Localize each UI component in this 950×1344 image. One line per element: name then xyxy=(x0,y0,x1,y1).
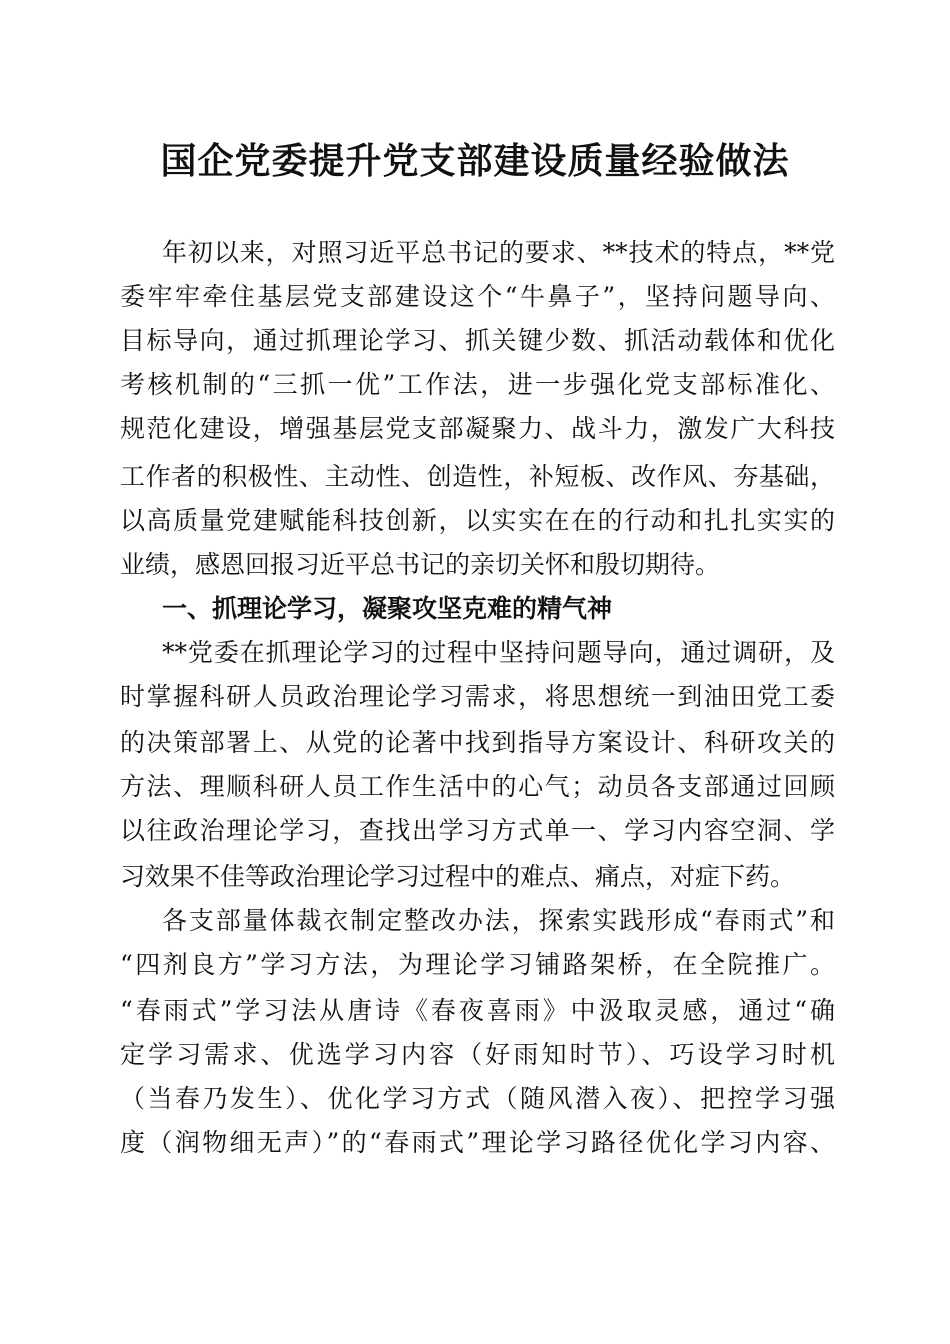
body-line: 各支部量体裁衣制定整改办法，探索实践形成“春雨式”和 xyxy=(162,906,835,935)
intro-line: 以高质量党建赋能科技创新，以实实在在的行动和扎扎实实的 xyxy=(120,506,835,535)
body-line: “春雨式”学习法从唐诗《春夜喜雨》中汲取灵感，通过“确 xyxy=(120,996,835,1025)
intro-line: 考核机制的“三抓一优”工作法，进一步强化党支部标准化、 xyxy=(120,370,835,399)
body-line: 方法、理顺科研人员工作生活中的心气；动员各支部通过回顾 xyxy=(120,772,835,801)
document-title: 国企党委提升党支部建设质量经验做法 xyxy=(160,140,790,182)
body-line: 以往政治理论学习，查找出学习方式单一、学习内容空洞、学 xyxy=(120,816,835,845)
body-line: （当春乃发生）、优化学习方式（随风潜入夜）、把控学习强 xyxy=(120,1084,835,1113)
body-line: **党委在抓理论学习的过程中坚持问题导向，通过调研，及 xyxy=(162,638,835,667)
intro-line: 业绩，感恩回报习近平总书记的亲切关怀和殷切期待。 xyxy=(120,550,721,579)
body-line: “四剂良方”学习方法，为理论学习铺路架桥，在全院推广。 xyxy=(120,950,835,979)
body-line: 时掌握科研人员政治理论学习需求，将思想统一到油田党工委 xyxy=(120,682,835,711)
intro-line: 目标导向，通过抓理论学习、抓关键少数、抓活动载体和优化 xyxy=(120,326,835,355)
body-line: 定学习需求、优选学习内容（好雨知时节）、巧设学习时机 xyxy=(120,1040,835,1069)
intro-line: 年初以来，对照习近平总书记的要求、**技术的特点，**党 xyxy=(162,238,835,267)
section-heading: 一、抓理论学习，凝聚攻坚克难的精气神 xyxy=(162,594,613,623)
intro-line: 工作者的积极性、主动性、创造性，补短板、改作风、夯基础， xyxy=(120,462,835,491)
body-line: 的决策部署上、从党的论著中找到指导方案设计、科研攻关的 xyxy=(120,728,835,757)
body-line: 习效果不佳等政治理论学习过程中的难点、痛点，对症下药。 xyxy=(120,862,796,891)
intro-line: 规范化建设，增强基层党支部凝聚力、战斗力，激发广大科技 xyxy=(120,414,835,443)
intro-line: 委牢牢牵住基层党支部建设这个“牛鼻子”，坚持问题导向、 xyxy=(120,282,835,311)
body-line: 度（润物细无声）”的“春雨式”理论学习路径优化学习内容、 xyxy=(120,1128,835,1157)
